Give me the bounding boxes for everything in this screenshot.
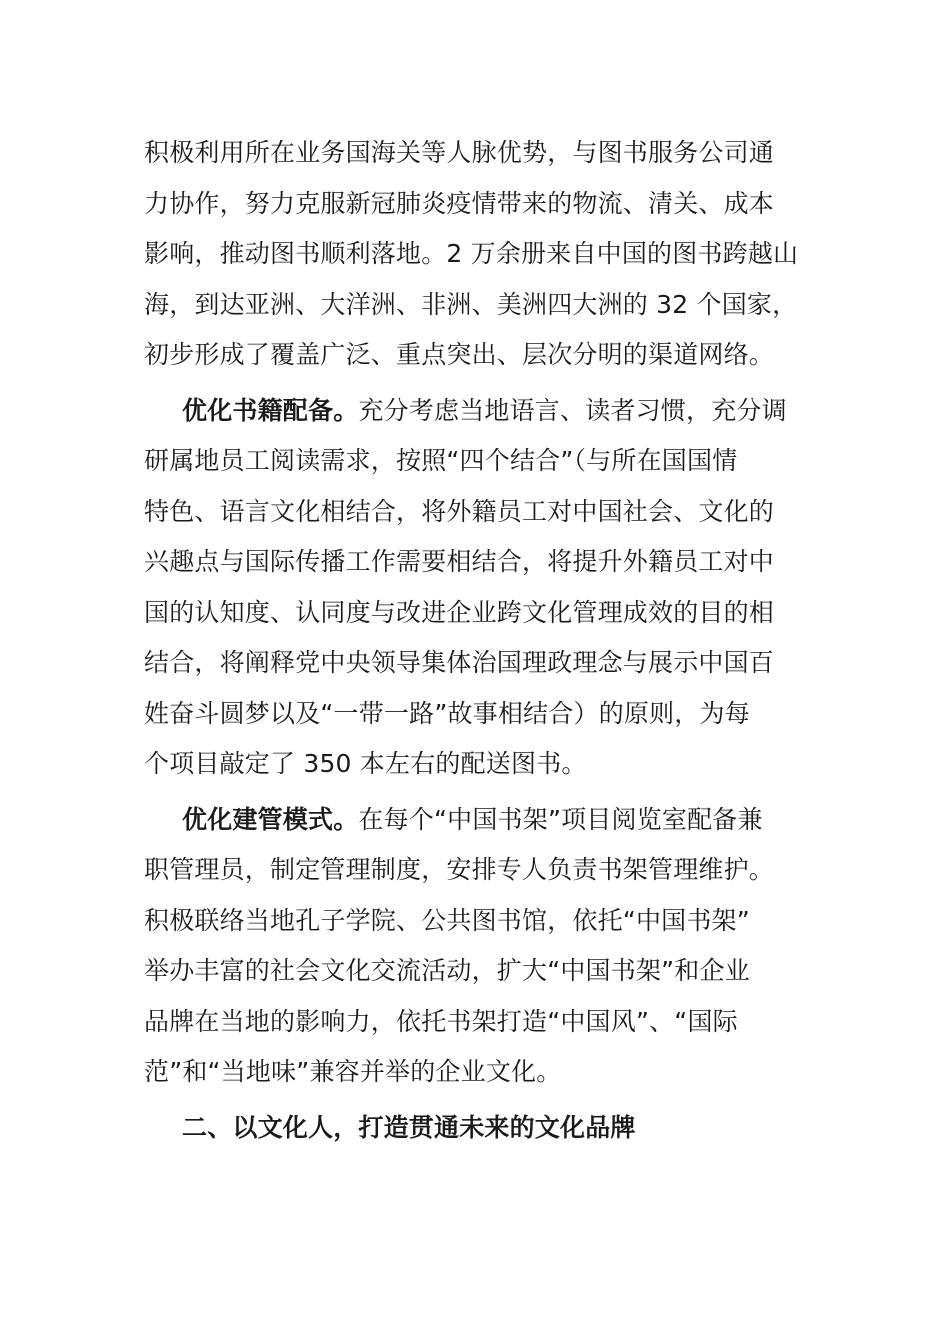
text-line: 职管理员，制定管理制度，安排专人负责书架管理维护。 [144, 855, 775, 884]
text-line: 力协作，努力克服新冠肺炎疫情带来的物流、清关、成本 [144, 188, 775, 218]
text-line: 姓奋斗圆梦以及“一带一路”故事相结合）的原则，为每 [144, 698, 750, 728]
text-line: 海，到达亚洲、大洋洲、非洲、美洲四大洲的 32 个国家， [144, 289, 798, 319]
section-heading: 二、以文化人，打造贯通未来的文化品牌 [182, 1112, 636, 1142]
text-line: 举办丰富的社会文化交流活动，扩大“中国书架”和企业 [144, 956, 750, 985]
paragraph-management-model [144, 795, 808, 1098]
document-body [144, 128, 808, 1153]
paragraph-1 [144, 128, 808, 381]
paragraph-heading: 优化书籍配备。 [182, 395, 359, 425]
text-line: 积极联络当地孔子学院、公共图书馆，依托“中国书架” [144, 905, 750, 935]
text-line: 影响，推动图书顺利落地。2 万余册来自中国的图书跨越山 [144, 239, 799, 268]
text-line: 积极利用所在业务国海关等人脉优势，与图书服务公司通 [144, 138, 775, 167]
text-line: 品牌在当地的影响力，依托书架打造“中国风”、“国际 [144, 1006, 738, 1036]
text-line [144, 795, 808, 846]
text-run: 充分考虑当地语言、读者习惯，充分调 [358, 395, 787, 425]
text-line [144, 386, 808, 437]
text-line: 兴趣点与国际传播工作需要相结合，将提升外籍员工对中 [144, 547, 775, 576]
text-line: 个项目敲定了 350 本左右的配送图书。 [144, 749, 587, 778]
text-line: 结合，将阐释党中央领导集体治国理政理念与展示中国百 [144, 648, 775, 677]
text-line: 范”和“当地味”兼容并举的企业文化。 [144, 1057, 562, 1086]
text-line: 初步形成了覆盖广泛、重点突出、层次分明的渠道网络。 [144, 340, 775, 369]
text-line: 研属地员工阅读需求，按照“四个结合”（与所在国国情 [144, 446, 738, 475]
text-run: 在每个“中国书架”项目阅览室配备兼 [358, 804, 763, 834]
text-line: 特色、语言文化相结合，将外籍员工对中国社会、文化的 [144, 496, 775, 526]
paragraph-heading: 优化建管模式。 [182, 804, 359, 834]
text-line: 国的认知度、认同度与改进企业跨文化管理成效的目的相 [144, 597, 775, 627]
paragraph-book-selection [144, 386, 808, 790]
